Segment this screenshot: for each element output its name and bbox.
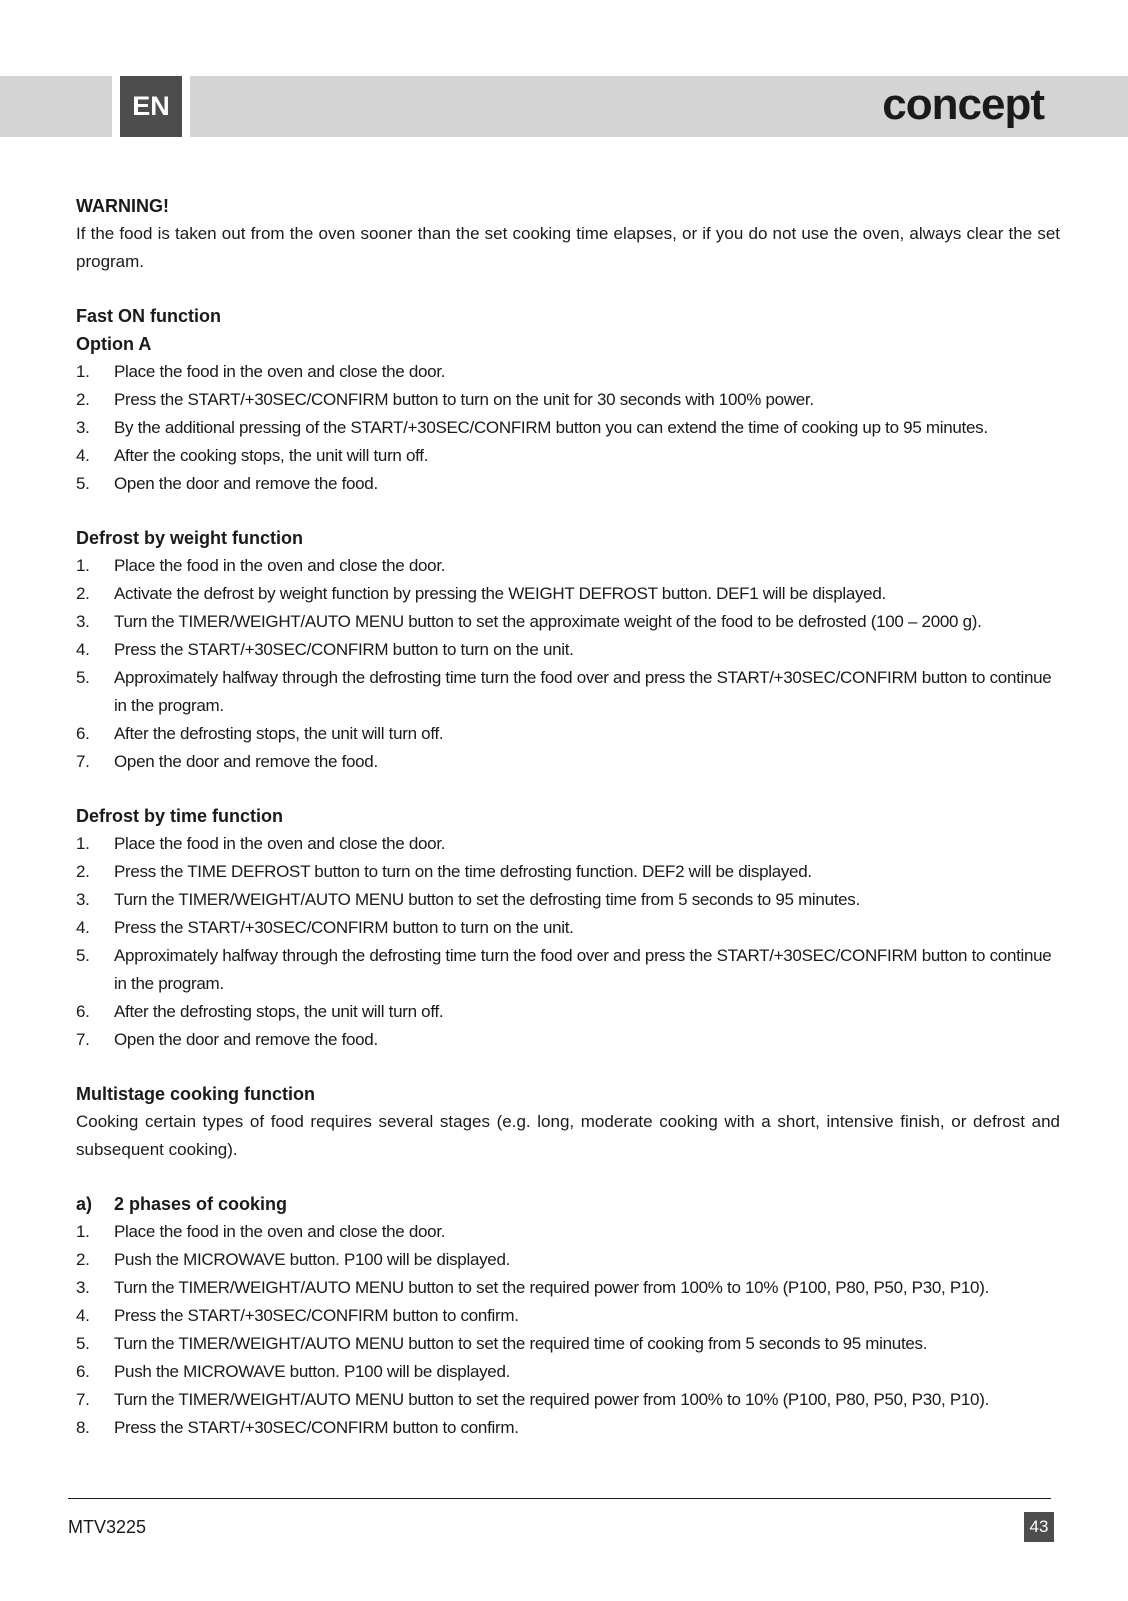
list-item-text: Turn the TIMER/WEIGHT/AUTO MENU button to set the required power from 100% to 10% (P100, P80, P50, P30, P10). [114, 1390, 990, 1409]
multistage-title: Multistage cooking function [76, 1084, 315, 1104]
defrost-weight-steps [76, 552, 1060, 776]
list-item-text: Approximately halfway through the defrosting time turn the food over and press the START/+30SEC/CONFIRM button to continue in the program. [114, 946, 1052, 993]
list-item-number: 3. [76, 612, 90, 631]
list-item [76, 1386, 1060, 1414]
list-item-text: Push the MICROWAVE button. P100 will be displayed. [114, 1250, 511, 1269]
list-item [76, 552, 1060, 580]
list-item-number: 5. [76, 1334, 90, 1353]
defrost-time-steps [76, 830, 1060, 1054]
list-item-number: 5. [76, 668, 90, 687]
list-item-number: 2. [76, 390, 90, 409]
brand-logo: concept [882, 80, 1044, 129]
list-item-text: Open the door and remove the food. [114, 752, 378, 771]
list-item-number: 7. [76, 752, 90, 771]
list-item [76, 358, 1060, 386]
list-item [76, 1302, 1060, 1330]
list-item [76, 720, 1060, 748]
fast-on-option: Option A [76, 334, 152, 354]
list-item-number: 6. [76, 1002, 90, 1021]
list-item-number: 6. [76, 724, 90, 743]
list-item [76, 830, 1060, 858]
list-item-text: Press the START/+30SEC/CONFIRM button to turn on the unit for 30 seconds with 100% power. [114, 390, 814, 409]
list-item [76, 386, 1060, 414]
list-item-text: Turn the TIMER/WEIGHT/AUTO MENU button to set the approximate weight of the food to be defrosted (100 – 2000 g). [114, 612, 982, 631]
list-item [76, 942, 1060, 998]
warning-text: If the food is taken out from the oven sooner than the set cooking time elapses, or if you do not use the oven, always clear the set program. [76, 224, 1060, 271]
list-item-number: 3. [76, 1278, 90, 1297]
list-item-text: Press the TIME DEFROST button to turn on the time defrosting function. DEF2 will be displayed. [114, 862, 812, 881]
list-item-text: Activate the defrost by weight function by pressing the WEIGHT DEFROST button. DEF1 will be displayed. [114, 584, 886, 603]
model-number: MTV3225 [68, 1517, 147, 1537]
list-item-text: After the defrosting stops, the unit will turn off. [114, 724, 444, 743]
list-item-number: 4. [76, 446, 90, 465]
language-tab: EN [120, 76, 182, 137]
fast-on-steps [76, 358, 1060, 498]
list-item-text: Press the START/+30SEC/CONFIRM button to turn on the unit. [114, 918, 574, 937]
list-item-number: 7. [76, 1390, 90, 1409]
list-item-number: 6. [76, 1362, 90, 1381]
list-item-text: Press the START/+30SEC/CONFIRM button to confirm. [114, 1306, 519, 1325]
list-item [76, 1026, 1060, 1054]
defrost-time-title: Defrost by time function [76, 806, 284, 826]
fast-on-title: Fast ON function [76, 306, 221, 326]
list-item-number: 5. [76, 474, 90, 493]
list-item-text: Turn the TIMER/WEIGHT/AUTO MENU button to set the required power from 100% to 10% (P100, P80, P50, P30, P10). [114, 1278, 990, 1297]
list-item-text: Turn the TIMER/WEIGHT/AUTO MENU button to set the defrosting time from 5 seconds to 95 minutes. [114, 890, 860, 909]
two-phase-steps [76, 1218, 1060, 1442]
list-item [76, 886, 1060, 914]
two-phase-marker: a) [76, 1194, 93, 1214]
list-item-text: Place the food in the oven and close the door. [114, 362, 446, 381]
warning-title: WARNING! [76, 196, 169, 216]
list-item [76, 414, 1060, 442]
list-item-text: Press the START/+30SEC/CONFIRM button to turn on the unit. [114, 640, 574, 659]
list-item-number: 5. [76, 946, 90, 965]
list-item [76, 998, 1060, 1026]
list-item [76, 636, 1060, 664]
list-item [76, 858, 1060, 886]
multistage-text: Cooking certain types of food requires several stages (e.g. long, moderate cooking with a short, intensive finish, or defrost and subsequent cooking). [76, 1112, 1060, 1159]
list-item-text: By the additional pressing of the START/+30SEC/CONFIRM button you can extend the time of cooking up to 95 minutes. [114, 418, 988, 437]
defrost-weight-title: Defrost by weight function [76, 528, 303, 548]
two-phase-heading [76, 1190, 1060, 1218]
list-item-text: Turn the TIMER/WEIGHT/AUTO MENU button to set the required time of cooking from 5 seconds to 95 minutes. [114, 1334, 928, 1353]
list-item-text: After the defrosting stops, the unit will turn off. [114, 1002, 444, 1021]
manual-content [76, 192, 1060, 1442]
list-item [76, 470, 1060, 498]
list-item-text: Place the food in the oven and close the door. [114, 1222, 446, 1241]
list-item [76, 1330, 1060, 1358]
list-item-number: 3. [76, 418, 90, 437]
list-item [76, 1218, 1060, 1246]
list-item-text: Push the MICROWAVE button. P100 will be displayed. [114, 1362, 511, 1381]
page-number: 43 [1024, 1512, 1054, 1542]
list-item-number: 2. [76, 862, 90, 881]
list-item-number: 1. [76, 1222, 90, 1241]
list-item-text: Press the START/+30SEC/CONFIRM button to confirm. [114, 1418, 519, 1437]
list-item [76, 608, 1060, 636]
list-item-number: 1. [76, 556, 90, 575]
list-item-text: Place the food in the oven and close the door. [114, 834, 446, 853]
list-item-number: 2. [76, 584, 90, 603]
two-phase-title: 2 phases of cooking [114, 1194, 288, 1214]
list-item-number: 4. [76, 1306, 90, 1325]
footer-divider [68, 1498, 1051, 1499]
list-item-number: 8. [76, 1418, 90, 1437]
list-item-number: 2. [76, 1250, 90, 1269]
list-item-number: 7. [76, 1030, 90, 1049]
list-item [76, 1274, 1060, 1302]
list-item [76, 1414, 1060, 1442]
list-item-number: 1. [76, 362, 90, 381]
list-item-number: 1. [76, 834, 90, 853]
list-item [76, 580, 1060, 608]
list-item-text: Approximately halfway through the defrosting time turn the food over and press the START/+30SEC/CONFIRM button to continue in the program. [114, 668, 1052, 715]
list-item [76, 442, 1060, 470]
list-item-number: 3. [76, 890, 90, 909]
list-item [76, 748, 1060, 776]
list-item-text: Open the door and remove the food. [114, 1030, 378, 1049]
list-item [76, 1358, 1060, 1386]
list-item [76, 1246, 1060, 1274]
list-item-text: Open the door and remove the food. [114, 474, 378, 493]
list-item-text: Place the food in the oven and close the door. [114, 556, 446, 575]
list-item [76, 914, 1060, 942]
list-item [76, 664, 1060, 720]
list-item-number: 4. [76, 640, 90, 659]
list-item-number: 4. [76, 918, 90, 937]
list-item-text: After the cooking stops, the unit will turn off. [114, 446, 429, 465]
